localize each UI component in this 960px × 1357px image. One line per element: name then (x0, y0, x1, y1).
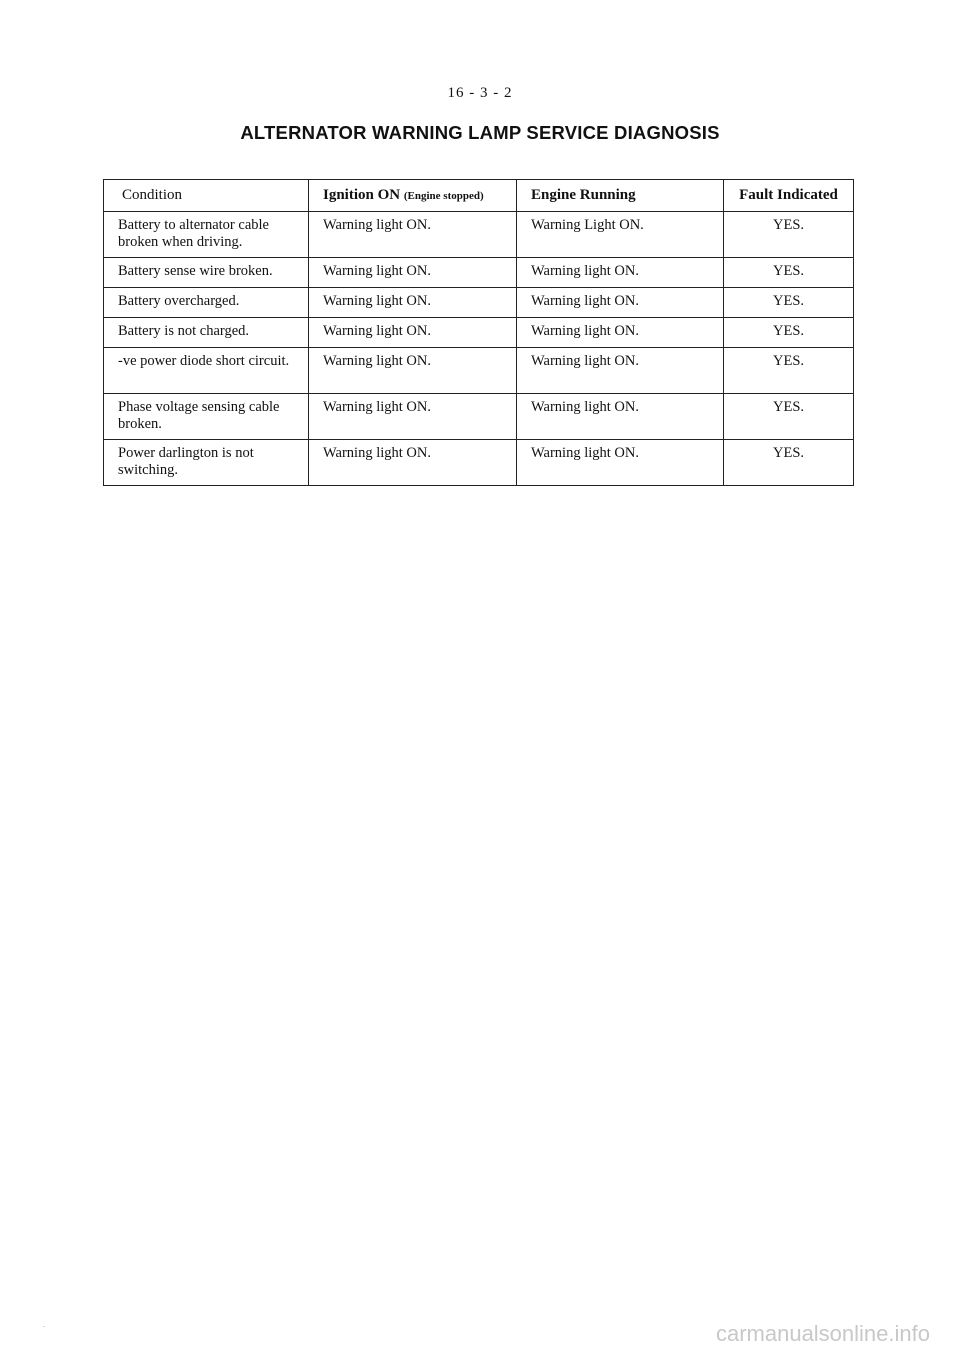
cell-condition: Power darlington is not switching. (104, 440, 309, 486)
cell-condition: Battery sense wire broken. (104, 258, 309, 288)
cell-engine: Warning light ON. (517, 318, 724, 348)
watermark[interactable]: carmanualsonline.info (715, 1321, 930, 1346)
cell-ignition: Warning light ON. (309, 258, 517, 288)
cell-fault: YES. (724, 258, 854, 288)
page-number: 16 - 3 - 2 (447, 85, 513, 101)
table-header-row (104, 180, 854, 212)
cell-engine: Warning light ON. (517, 440, 724, 486)
table-row (104, 258, 854, 288)
cell-condition: -ve power diode short circuit. (104, 348, 309, 394)
header-engine-running: Engine Running (517, 180, 724, 212)
cell-engine: Warning light ON. (517, 394, 724, 440)
cell-fault: YES. (724, 348, 854, 394)
header-ignition (309, 180, 517, 212)
cell-condition: Battery to alternator cable broken when driving. (104, 212, 309, 258)
cell-condition: Battery overcharged. (104, 288, 309, 318)
table-row (104, 440, 854, 486)
header-ignition-sub: (Engine stopped) (403, 190, 484, 202)
table-row (104, 318, 854, 348)
cell-fault: YES. (724, 440, 854, 486)
cell-ignition: Warning light ON. (309, 394, 517, 440)
cell-engine: Warning light ON. (517, 258, 724, 288)
cell-condition: Phase voltage sensing cable broken. (104, 394, 309, 440)
table-row (104, 348, 854, 394)
header-fault-indicated: Fault Indicated (724, 180, 854, 212)
cell-ignition: Warning light ON. (309, 318, 517, 348)
cell-ignition: Warning light ON. (309, 212, 517, 258)
cell-engine: Warning Light ON. (517, 212, 724, 258)
cell-ignition: Warning light ON. (309, 348, 517, 394)
diagnosis-table (103, 179, 854, 486)
cell-ignition: Warning light ON. (309, 440, 517, 486)
cell-fault: YES. (724, 288, 854, 318)
table-row (104, 288, 854, 318)
table-row (104, 212, 854, 258)
cell-condition: Battery is not charged. (104, 318, 309, 348)
cell-fault: YES. (724, 318, 854, 348)
cell-ignition: Warning light ON. (309, 288, 517, 318)
header-ignition-main: Ignition ON (323, 187, 401, 203)
table-row (104, 394, 854, 440)
cell-engine: Warning light ON. (517, 348, 724, 394)
header-condition: Condition (104, 180, 309, 212)
cell-engine: Warning light ON. (517, 288, 724, 318)
cell-fault: YES. (724, 212, 854, 258)
page-mark: . (43, 1320, 45, 1329)
page-title: ALTERNATOR WARNING LAMP SERVICE DIAGNOSIS (240, 122, 720, 143)
cell-fault: YES. (724, 394, 854, 440)
